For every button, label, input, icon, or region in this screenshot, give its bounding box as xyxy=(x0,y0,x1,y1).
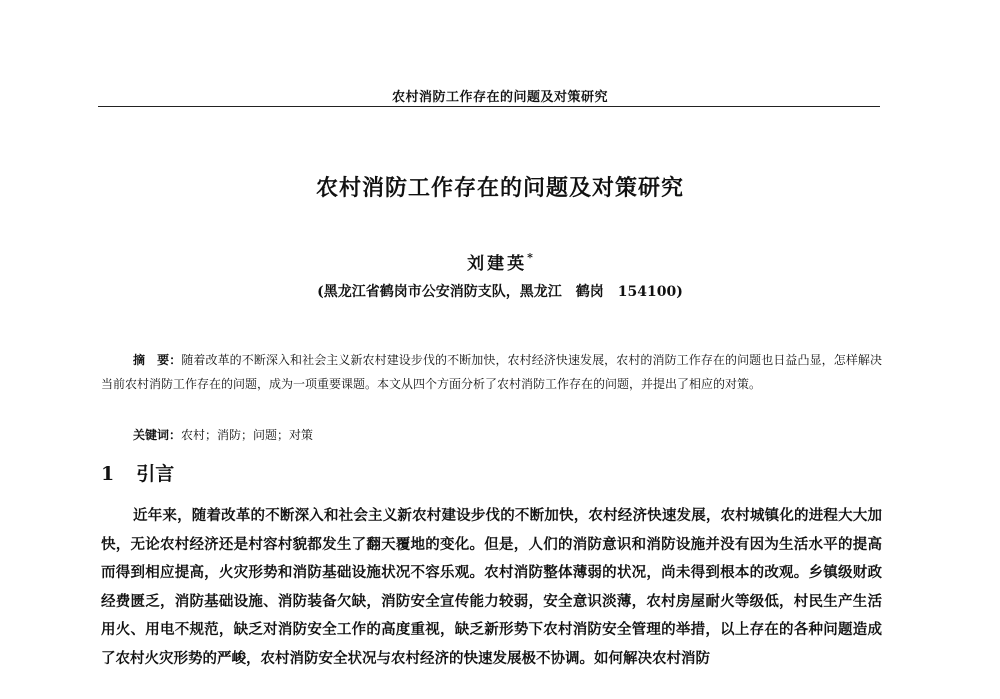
affiliation: (黑龙江省鹤岗市公安消防支队，黑龙江 鹤岗 154100) xyxy=(317,284,683,300)
keywords xyxy=(133,423,833,447)
body-paragraph: 近年来，随着改革的不断深入和社会主义新农村建设步伐的不断加快，农村经济快速发展，农村城镇化的进程大大加快，无论农村经济还是村容村貌都发生了翻天覆地的变化。但是，人们的消防意识和消防设施并没有因为生活水平的提高而得到相应提高，火灾形势和消防基础设施状况不容乐观。农村消防整体薄弱的状况，尚未得到根本的改观。乡镇级财政经费匮乏，消防基础设施、消防装备欠缺，消防安全宣传能力较弱，安全意识淡薄，农村房屋耐火等级低，村民生产生活用火、用电不规范，缺乏对消防安全工作的高度重视，缺乏新形势下农村消防安全管理的举措，以上存在的各种问题造成了农村火灾形势的严峻，农村消防安全状况与农村经济的快速发展极不协调。如何解决农村消防 xyxy=(101,507,882,667)
section-number: 1 xyxy=(101,463,115,485)
author xyxy=(0,249,1000,274)
section-heading xyxy=(101,459,174,486)
keywords-label: 关键词： xyxy=(133,428,182,442)
header-rule xyxy=(98,106,880,107)
abstract-label: 摘 要： xyxy=(133,353,182,367)
keywords-text: 农村；消防；问题；对策 xyxy=(181,428,314,442)
author-footnote-mark: * xyxy=(527,251,533,264)
paper-title: 农村消防工作存在的问题及对策研究 xyxy=(315,175,684,201)
abstract xyxy=(101,348,882,396)
section-title: 引言 xyxy=(136,463,175,485)
abstract-text: 随着改革的不断深入和社会主义新农村建设步伐的不断加快，农村经济快速发展，农村的消防工作存在的问题也日益凸显，怎样解决当前农村消防工作存在的问题，成为一项重要课题。本文从四个方面分析了农村消防工作存在的问题，并提出了相应的对策。 xyxy=(101,353,882,391)
author-name: 刘建英 xyxy=(467,254,528,274)
running-header: 农村消防工作存在的问题及对策研究 xyxy=(391,90,608,105)
